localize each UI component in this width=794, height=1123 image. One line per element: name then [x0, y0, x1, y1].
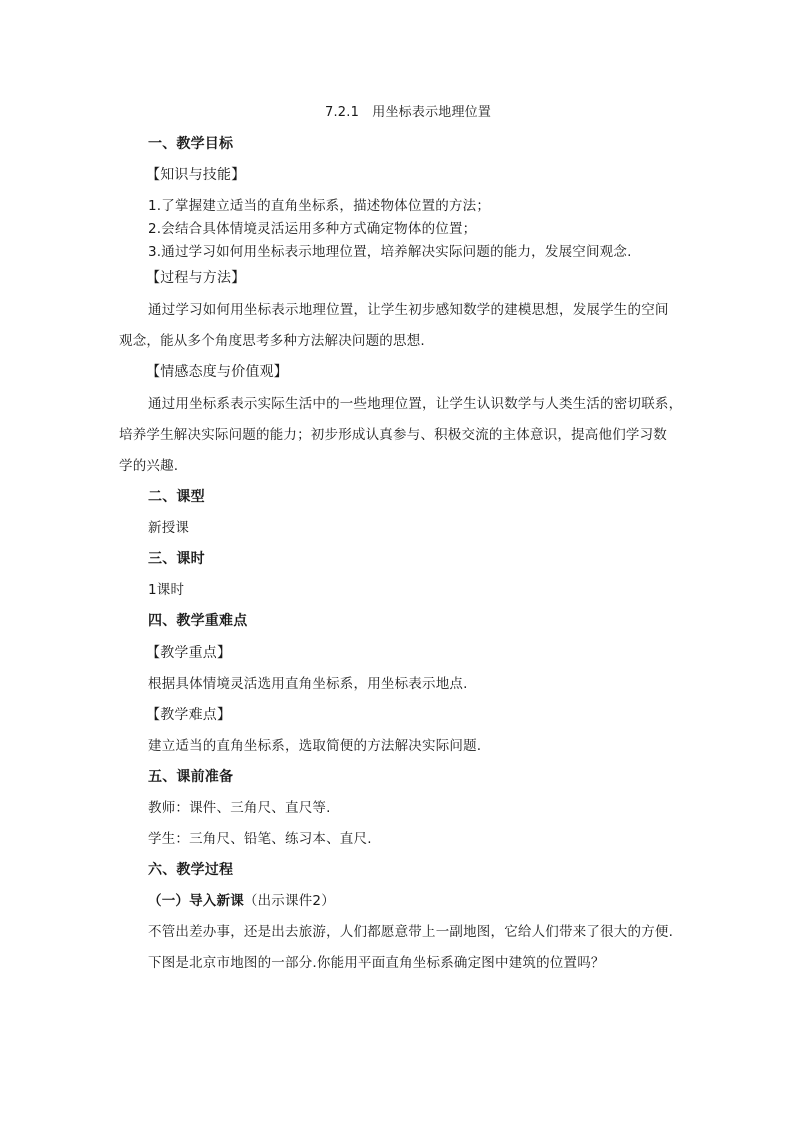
paragraph-line: 学的兴趣. [119, 458, 179, 474]
knowledge-item: 3.通过学习如何用坐标表示地理位置，培养解决实际问题的能力，发展空间观念. [148, 244, 632, 260]
section-heading-key-difficult: 四、教学重难点 [148, 613, 248, 629]
intro-heading: （一）导入新课 [148, 893, 244, 909]
subheading-emotion-values: 【情感态度与价值观】 [146, 364, 288, 380]
subheading-difficult-points: 【教学难点】 [146, 707, 232, 723]
periods-text: 1课时 [148, 582, 185, 598]
section-heading-lesson-type: 二、课型 [148, 489, 205, 505]
paragraph-line: 下图是北京市地图的一部分.你能用平面直角坐标系确定图中建筑的位置吗？ [148, 955, 605, 971]
page-title: 7.2.1 用坐标表示地理位置 [325, 105, 492, 120]
section-heading-objectives: 一、教学目标 [148, 136, 234, 152]
subheading-key-points: 【教学重点】 [146, 645, 232, 661]
key-points-text: 根据具体情境灵活选用直角坐标系，用坐标表示地点. [148, 676, 468, 692]
student-materials: 学生：三角尺、铅笔、练习本、直尺. [148, 831, 372, 847]
paragraph-line: 不管出差办事，还是出去旅游，人们都愿意带上一副地图，它给人们带来了很大的方便. [148, 924, 674, 940]
subheading-process-method: 【过程与方法】 [146, 270, 246, 286]
paragraph-line: 培养学生解决实际问题的能力；初步形成认真参与、积极交流的主体意识，提高他们学习数 [119, 427, 667, 443]
section-heading-periods: 三、课时 [148, 551, 205, 567]
difficult-points-text: 建立适当的直角坐标系，选取简便的方法解决实际问题. [148, 738, 482, 754]
subheading-knowledge-skills: 【知识与技能】 [146, 167, 246, 183]
paragraph-line: 观念，能从多个角度思考多种方法解决问题的思想. [119, 333, 425, 349]
paragraph-line: 通过学习如何用坐标表示地理位置，让学生初步感知数学的建模思想，发展学生的空间 [148, 302, 669, 318]
paragraph-line: 通过用坐标系表示实际生活中的一些地理位置，让学生认识数学与人类生活的密切联系， [148, 396, 683, 412]
intro-heading-line [148, 892, 335, 910]
section-heading-process: 六、教学过程 [148, 862, 234, 878]
knowledge-item: 2.会结合具体情境灵活运用多种方式确定物体的位置； [148, 221, 477, 237]
lesson-type-text: 新授课 [148, 520, 190, 536]
knowledge-item: 1.了掌握建立适当的直角坐标系，描述物体位置的方法； [148, 198, 491, 214]
teacher-materials: 教师：课件、三角尺、直尺等. [148, 800, 331, 816]
section-heading-preparation: 五、课前准备 [148, 769, 234, 785]
intro-note: （出示课件2） [243, 893, 335, 909]
